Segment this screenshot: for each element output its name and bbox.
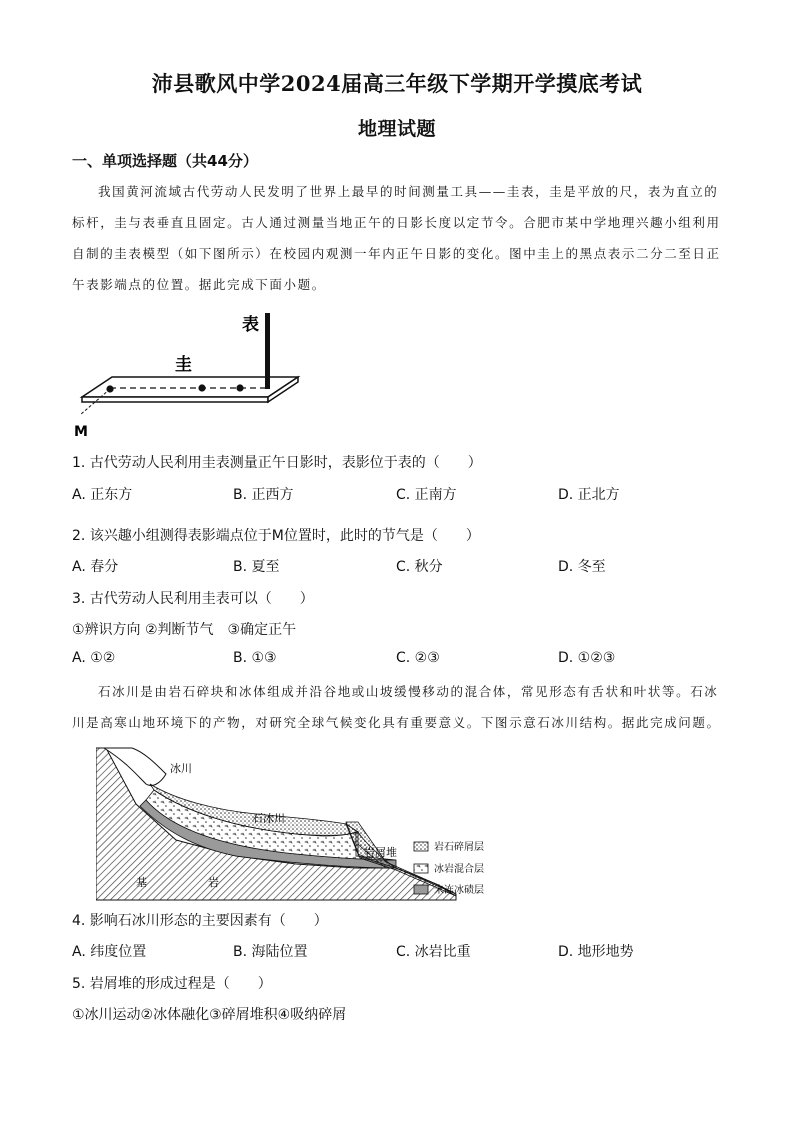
label-biao: 表 <box>242 315 259 335</box>
exam-title: 沛县歌风中学2024届高三年级下学期开学摸底考试 <box>151 71 643 96</box>
label-gui: 圭 <box>175 355 192 375</box>
q3-option-b[interactable]: B. ①③ <box>233 650 277 666</box>
q3-items: ①辨识方向 ②判断节气 ③确定正午 <box>72 622 297 638</box>
label-bedrock-2: 岩 <box>208 876 219 889</box>
question-4-stem: 4. 影响石冰川形态的主要因素有（ ） <box>72 913 328 929</box>
legend-swatch-moraine <box>414 885 428 894</box>
q3-option-d[interactable]: D. ①②③ <box>558 650 616 666</box>
legend-label-debris: 岩石碎屑层 <box>434 842 484 853</box>
label-talus: 岩屑堆 <box>364 846 397 859</box>
q1-option-a[interactable]: A. 正东方 <box>72 487 133 503</box>
q4-option-c[interactable]: C. 冰岩比重 <box>396 944 471 960</box>
shadow-point <box>198 384 205 391</box>
label-rock-glacier: 石冰川 <box>252 812 285 825</box>
gui-board-front <box>82 397 268 402</box>
shadow-point <box>236 384 243 391</box>
label-glacier: 冰川 <box>170 762 192 775</box>
legend-label-mixed: 冰岩混合层 <box>434 864 484 875</box>
gnomon-figure <box>70 305 310 440</box>
legend-label-moraine: 未冻冰碛层 <box>434 885 484 896</box>
q3-option-c[interactable]: C. ②③ <box>396 650 440 666</box>
q2-option-d[interactable]: D. 冬至 <box>558 559 606 575</box>
q4-option-d[interactable]: D. 地形地势 <box>558 944 634 960</box>
q2-option-b[interactable]: B. 夏至 <box>233 559 280 575</box>
q4-option-b[interactable]: B. 海陆位置 <box>233 944 308 960</box>
q1-option-b[interactable]: B. 正西方 <box>233 487 294 503</box>
passage-gnomon: 我国黄河流域古代劳动人民发明了世界上最早的时间测量工具——圭表，圭是平放的尺，表为直立的标杆，圭与表垂直且固定。古人通过测量当地正午的日影长度以定节令。合肥市某中学地理兴趣小组利用自制的圭表模型（如下图所示）在校园内观测一年内正午日影的变化。图中圭上的黑点表示二分二至日正午表影端点的位置。据此完成下面小题。 <box>72 184 721 292</box>
question-5-stem: 5. 岩屑堆的形成过程是（ ） <box>72 976 272 992</box>
q4-option-a[interactable]: A. 纬度位置 <box>72 944 147 960</box>
question-3-stem: 3. 古代劳动人民利用圭表可以（ ） <box>72 591 314 607</box>
label-m: M <box>74 424 88 440</box>
legend-swatch-debris <box>414 842 428 851</box>
exam-subtitle: 地理试题 <box>357 118 436 140</box>
q5-items: ①冰川运动②冰体融化③碎屑堆积④吸纳碎屑 <box>72 1007 347 1023</box>
biao-pole <box>265 313 270 389</box>
q1-option-c[interactable]: C. 正南方 <box>396 487 457 503</box>
question-2-stem: 2. 该兴趣小组测得表影端点位于M位置时，此时的节气是（ ） <box>72 528 480 544</box>
q2-option-a[interactable]: A. 春分 <box>72 559 119 575</box>
legend-swatch-mixed <box>414 864 428 873</box>
q2-option-c[interactable]: C. 秋分 <box>396 559 443 575</box>
q1-option-d[interactable]: D. 正北方 <box>558 487 620 503</box>
rock-glacier-figure <box>96 744 516 904</box>
question-1-stem: 1. 古代劳动人民利用圭表测量正午日影时，表影位于表的（ ） <box>72 455 482 471</box>
passage-rock-glacier: 石冰川是由岩石碎块和冰体组成并沿谷地或山坡缓慢移动的混合体，常见形态有舌状和叶状等。石冰川是高寒山地环境下的产物，对研究全球气候变化具有重要意义。下图示意石冰川结构。据此完成问题。 <box>72 684 721 730</box>
section-heading: 一、单项选择题（共44分） <box>72 152 258 170</box>
q3-option-a[interactable]: A. ①② <box>72 650 116 666</box>
label-bedrock-1: 基 <box>136 876 147 889</box>
